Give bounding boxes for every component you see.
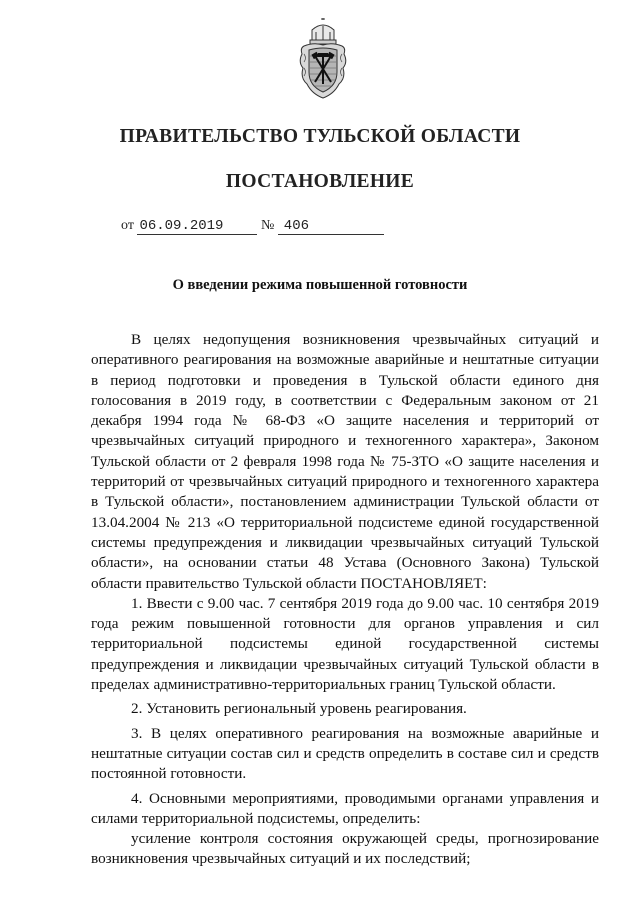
clause-3: 3. В целях оперативного реагирования на возможные аварийные и нештатные ситуации состав сил и средств определить в составе сил и средств постоянной готовности. (91, 724, 599, 783)
tula-region-coat-of-arms-icon (298, 18, 348, 102)
date-label: от (121, 218, 134, 233)
organization-name: ПРАВИТЕЛЬСТВО ТУЛЬСКОЙ ОБЛАСТИ (119, 126, 521, 147)
clause-1: 1. Ввести с 9.00 час. 7 сентября 2019 года до 9.00 час. 10 сентября 2019 года режим повышенной готовности для органов управления и сил территориальной подсистемы единой государственной системы предупреждения и ликвидации чрезвычайных ситуаций Тульской области в пределах административно-территориальных границ Тульской области. (91, 594, 599, 694)
registration-line (121, 218, 384, 235)
clause-4-item: усиление контроля состояния окружающей среды, прогнозирование возникновения чрезвычайных ситуаций и их последствий; (91, 830, 599, 868)
document-title: О введении режима повышенной готовности (172, 277, 468, 293)
document-body (91, 330, 599, 870)
preamble-paragraph: В целях недопущения возникновения чрезвычайных ситуаций и оперативного реагирования на возможные аварийные и нештатные ситуации в период подготовки и проведения в Тульской области единого дня голосования в 2019 году, в соответствии с Федеральным законом от 21 декабря 1994 года № 68-ФЗ «О защите населения и территорий от чрезвычайных ситуаций природного и техногенного характера», Законом Тульской области от 2 февраля 1998 года № 75-ЗТО «О защите населения и территорий от чрезвычайных ситуаций природного и техногенного характера в Тульской области», постановлением администрации Тульской области от 13.04.2004 № 213 «О территориальной подсистеме единой государственной системы предупреждения и ликвидации чрезвычайных ситуаций Тульской области», на основании статьи 48 Устава (Основного Закона) Тульской области правительство Тульской области ПОСТАНОВЛЯЕТ: (91, 331, 599, 592)
clause-2: 2. Установить региональный уровень реагирования. (131, 700, 467, 718)
number-label: № (260, 218, 275, 233)
document-type: ПОСТАНОВЛЕНИЕ (225, 171, 415, 192)
document-date: 06.09.2019 (137, 219, 257, 235)
document-number: 406 (278, 219, 384, 235)
clause-4: 4. Основными мероприятиями, проводимыми органами управления и силами территориальной подсистемы, определить: (91, 789, 599, 827)
